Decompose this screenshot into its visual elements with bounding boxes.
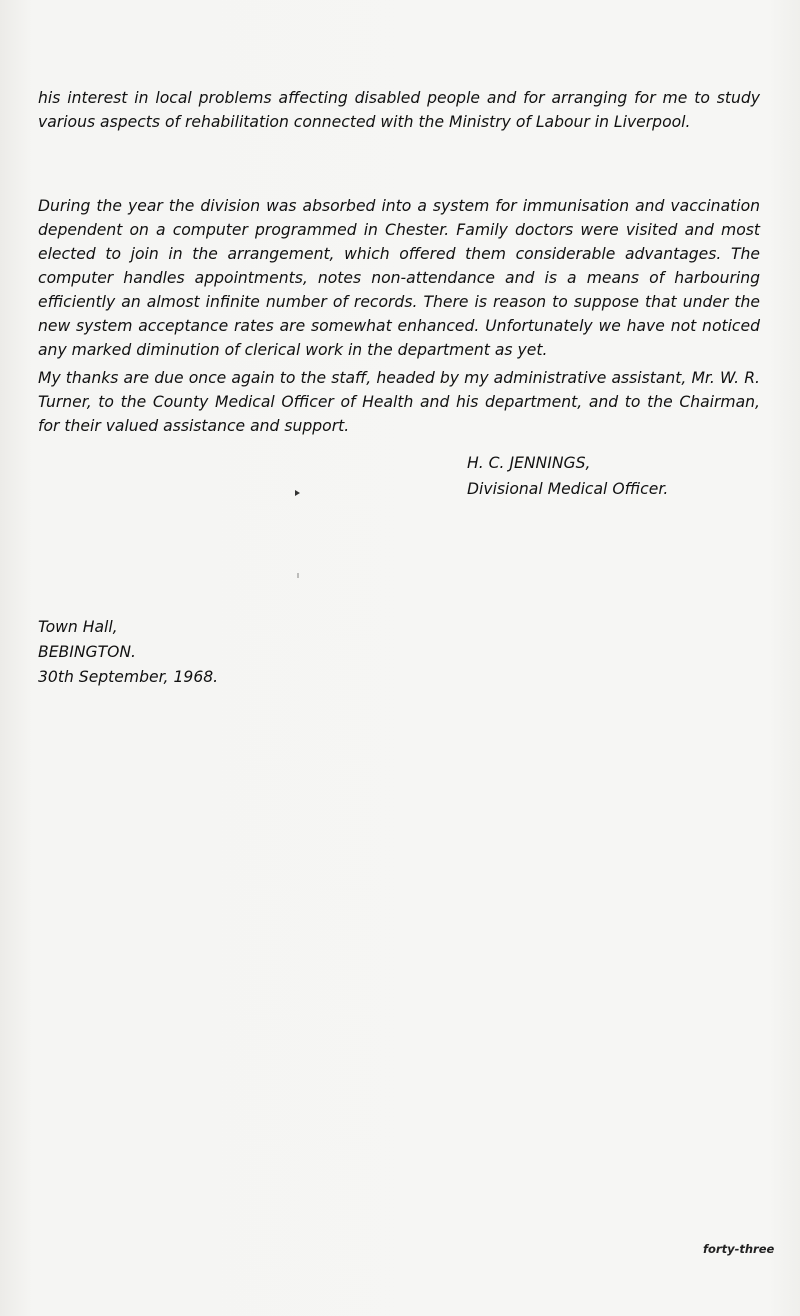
signatory-name: H. C. JENNINGS, <box>467 454 591 472</box>
signature-block <box>467 450 668 502</box>
address-date: 30th September, 1968. <box>38 668 219 686</box>
signatory-title: Divisional Medical Officer. <box>467 480 669 498</box>
stray-mark <box>297 573 299 578</box>
paragraph-thanks: My thanks are due once again to the staff, headed by my administrative assistant, Mr. W. R. Turner, to the County Medical Officer of Health and his department, and to the Chairman, for their valued assistance and support. <box>38 369 760 435</box>
arrow-mark-icon <box>295 490 300 496</box>
address-line-1: Town Hall, <box>38 618 118 636</box>
paragraph-rehabilitation: his interest in local problems affecting disabled people and for arranging for me to study various aspects of rehabilitation connected with the Ministry of Labour in Liverpool. <box>38 89 760 131</box>
page-number: forty-three <box>703 1242 775 1256</box>
paragraph-computer-system: During the year the division was absorbed into a system for immunisation and vaccination dependent on a computer programmed in Chester. Family doctors were visited and most elected to join in the arrangement, which offered them considerable advantages. The computer handles appointments, notes non-attendance and is a means of harbouring efficiently an almost infinite number of records. There is reason to suppose that under the new system acceptance rates are somewhat enhanced. Unfortunately we have not noticed any marked diminution of clerical work in the department as yet. <box>38 197 760 359</box>
address-block <box>38 615 218 690</box>
address-line-2: BEBINGTON. <box>38 643 137 661</box>
